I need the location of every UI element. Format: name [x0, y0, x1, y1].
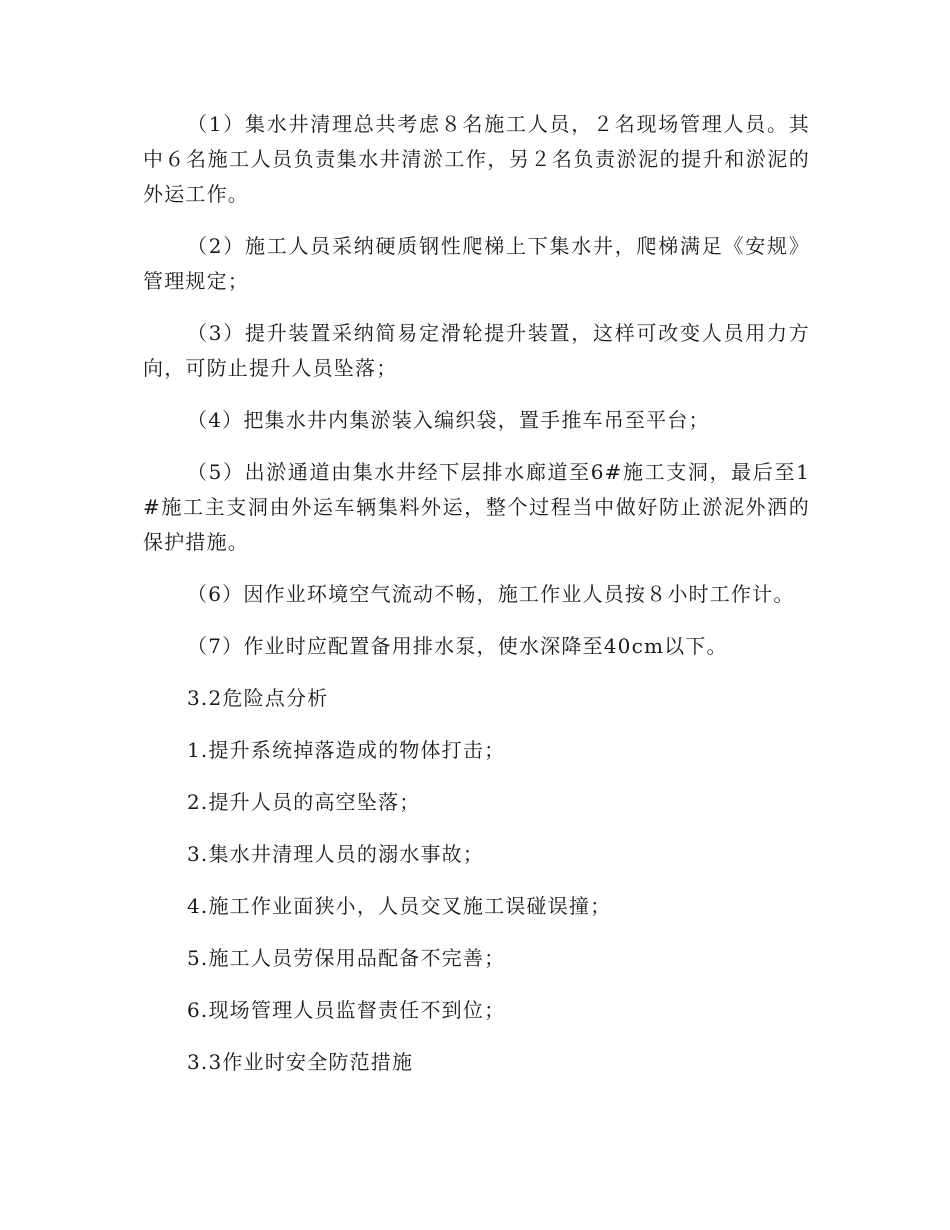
- list-item-4: 4.施工作业面狭小，人员交叉施工误碰误撞；: [187, 894, 612, 918]
- list-item-3: 3.集水井清理人员的溺水事故；: [187, 842, 485, 866]
- paragraph-2: （2）施工人员采纳硬质钢性爬梯上下集水井，爬梯满足《安规》管理规定；: [143, 234, 810, 293]
- paragraph-3: （3）提升装置采纳简易定滑轮提升装置，这样可改变人员用力方向，可防止提升人员坠落；: [143, 321, 810, 380]
- paragraph-6: （6）因作业环境空气流动不畅，施工作业人员按８小时工作计。: [187, 582, 795, 606]
- section-heading-3-3: 3.3作业时安全防范措施: [187, 1050, 414, 1074]
- paragraph-4: （4）把集水井内集淤装入编织袋，置手推车吊至平台；: [187, 408, 710, 432]
- list-item-5: 5.施工人员劳保用品配备不完善；: [187, 946, 506, 970]
- list-item-6: 6.现场管理人员监督责任不到位；: [187, 998, 506, 1022]
- paragraph-1: （1）集水井清理总共考虑８名施工人员，２名现场管理人员。其中６名施工人员负责集水井清淤工作，另２名负责淤泥的提升和淤泥的外运工作。: [143, 112, 810, 206]
- paragraph-7: （7）作业时应配置备用排水泵，使水深降至40cm以下。: [187, 634, 728, 658]
- list-item-2: 2.提升人员的高空坠落；: [187, 790, 421, 814]
- section-heading-3-2: 3.2危险点分析: [187, 686, 329, 710]
- paragraph-5: （5）出淤通道由集水井经下层排水廊道至6#施工支洞，最后至1#施工主支洞由外运车辆集料外运，整个过程当中做好防止淤泥外洒的保护措施。: [143, 460, 810, 554]
- list-item-1: 1.提升系统掉落造成的物体打击；: [187, 738, 506, 762]
